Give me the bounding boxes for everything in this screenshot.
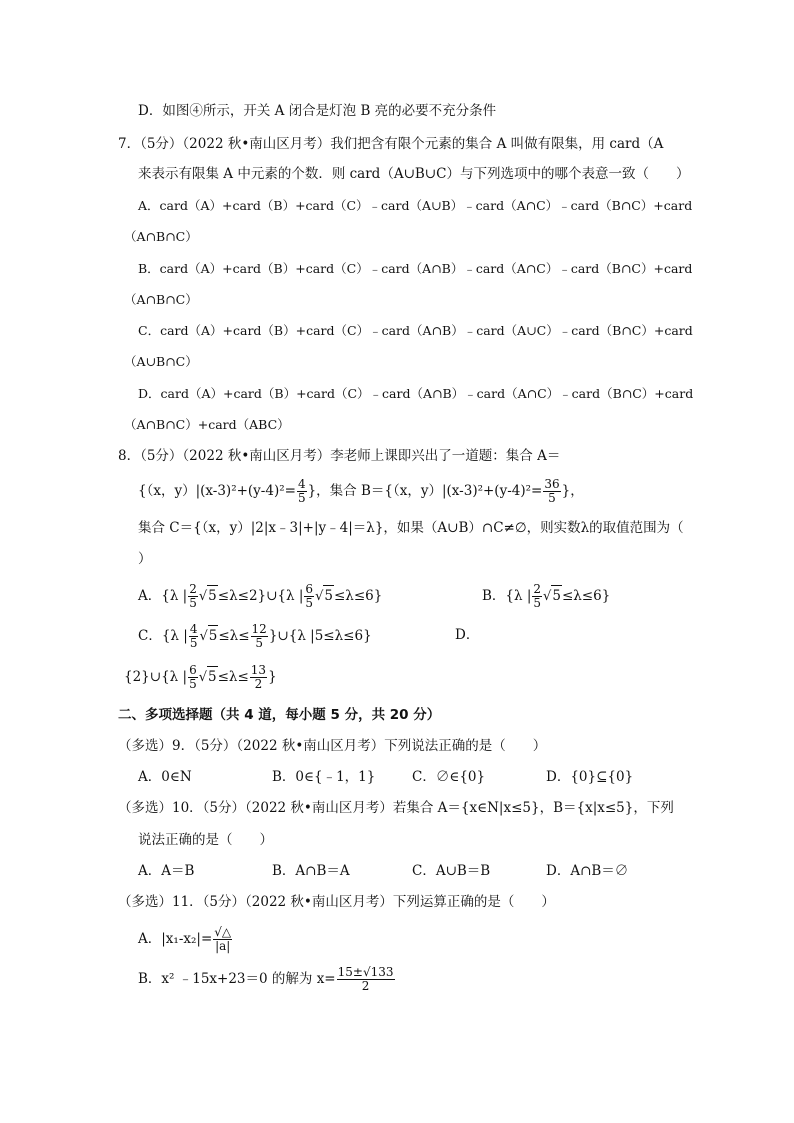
q8-stem-close: ） <box>138 551 152 567</box>
q11-option-a: A．|x₁-x₂|= $\frac{√\triangle}{|a|}$ <box>138 925 232 953</box>
fraction-4-5: $\frac{4}{5}$ <box>297 477 306 505</box>
fraction-quadratic-solution: $\frac{15\pm√133}{2}$ <box>337 965 394 993</box>
q6-option-d: D．如图④所示，开关 A 闭合是灯泡 B 亮的必要不充分条件 <box>138 103 497 119</box>
q7-option-d-cont: （A∩B∩C）+card（ABC） <box>124 417 290 432</box>
q9-option-d: D．{0}⊆{0} <box>546 769 634 785</box>
fraction-2-5: $\frac{2}{5}$ <box>533 582 542 610</box>
q7-option-d: D．card（A）+card（B）+card（C）﹣card（A∩B）﹣card（A∩C）﹣card（B∩C）+card <box>138 386 694 401</box>
fraction-12-5: $\frac{12}{5}$ <box>251 622 267 650</box>
q8-option-b: B．{λ | $\frac{2}{5}$ √5≤λ≤6} <box>482 582 611 610</box>
q11-option-b: B．x² ﹣15x+23＝0 的解为 x= $\frac{15\pm√133}{2}$ <box>138 965 394 993</box>
q7-option-c-cont: （A∪B∩C） <box>124 354 198 369</box>
q9-stem: （多选）9．（5分）（2022 秋•南山区月考）下列说法正确的是（ ） <box>118 738 547 754</box>
q8-stem-line1: 8．（5分）（2022 秋•南山区月考）李老师上课即兴出了一道题：集合 A＝ <box>118 448 561 464</box>
q10-option-a: A．A＝B <box>138 863 195 879</box>
q9-option-b: B．0∈{﹣1，1} <box>272 769 376 785</box>
section-heading-multiple-choice: 二、多项选择题（共 4 道，每小题 5 分，共 20 分） <box>118 707 441 723</box>
q10-stem-line2: 说法正确的是（ ） <box>138 832 273 848</box>
q7-option-b-cont: （A∩B∩C） <box>124 292 198 307</box>
q8-option-d: {2}∪{λ | $\frac{6}{5}$ √5≤λ≤ $\frac{13}{2}$ } <box>124 663 277 691</box>
fraction-6-5: $\frac{6}{5}$ <box>189 663 197 691</box>
q9-option-c: C．∅∈{0} <box>412 769 486 785</box>
q7-stem-line2: 来表示有限集 A 中元素的个数．则 card（A∪B∪C）与下列选项中的哪个表意一致（ ） <box>138 166 690 182</box>
fraction-sqrt-delta-over-abs-a: $\frac{√\triangle}{|a|}$ <box>214 925 232 953</box>
q8-set-b-text: }，集合 B＝{（x，y）|(x-3)²+(y-4)²= <box>307 483 543 499</box>
q8-set-a-text: {（x，y）|(x-3)²+(y-4)²= <box>138 483 296 499</box>
q7-option-a-cont: （A∩B∩C） <box>124 229 198 244</box>
q7-stem-line1: 7．（5分）（2022 秋•南山区月考）我们把含有限个元素的集合 A 叫做有限集，用 card（A <box>118 136 664 152</box>
q7-option-c: C．card（A）+card（B）+card（C）﹣card（A∩B）﹣card（A∪C）﹣card（B∩C）+card <box>138 323 693 338</box>
q11-abs-expression: |x₁-x₂|= <box>161 931 213 947</box>
fraction-4-5: $\frac{4}{5}$ <box>189 622 198 650</box>
fraction-36-5: $\frac{36}{5}$ <box>544 477 560 505</box>
q8-option-a: A．{λ | $\frac{2}{5}$ √5≤λ≤2}∪{λ | $\frac{6}{5}$ √5≤λ≤6} <box>138 582 383 610</box>
fraction-13-2: $\frac{13}{2}$ <box>250 663 267 691</box>
q9-option-a: A．0∈N <box>138 769 192 785</box>
q8-set-c-definition: 集合 C＝{（x，y）|2|x﹣3|+|y﹣4|＝λ}，如果（A∪B）∩C≠∅，则实数λ的取值范围为（ <box>138 520 684 536</box>
q7-option-a: A．card（A）+card（B）+card（C）﹣card（A∪B）﹣card（A∩C）﹣card（B∩C）+card <box>138 198 693 213</box>
fraction-2-5: $\frac{2}{5}$ <box>189 582 197 610</box>
q10-option-d: D．A∩B＝∅ <box>546 863 629 879</box>
q8-option-c: C．{λ | $\frac{4}{5}$ √5≤λ≤ $\frac{12}{5}$ }∪{λ |5≤λ≤6} <box>138 622 372 650</box>
q10-option-c: C．A∪B＝B <box>412 863 491 879</box>
q10-stem-line1: （多选）10．（5分）（2022 秋•南山区月考）若集合 A＝{x∈N|x≤5}，B＝{x|x≤5}，下列 <box>118 800 674 816</box>
q8-option-d-label: D． <box>455 627 480 643</box>
q10-option-b: B．A∩B＝A <box>272 863 350 879</box>
q11-stem: （多选）11．（5分）（2022 秋•南山区月考）下列运算正确的是（ ） <box>118 894 555 910</box>
fraction-6-5: $\frac{6}{5}$ <box>305 582 314 610</box>
q8-set-a-definition: {（x，y）|(x-3)²+(y-4)²= $\frac{4}{5}$ }，集合 B＝{（x，y）|(x-3)²+(y-4)²= $\frac{36}{5}$ }， <box>138 477 584 505</box>
q7-option-b: B．card（A）+card（B）+card（C）﹣card（A∩B）﹣card（A∩C）﹣card（B∩C）+card <box>138 261 693 276</box>
